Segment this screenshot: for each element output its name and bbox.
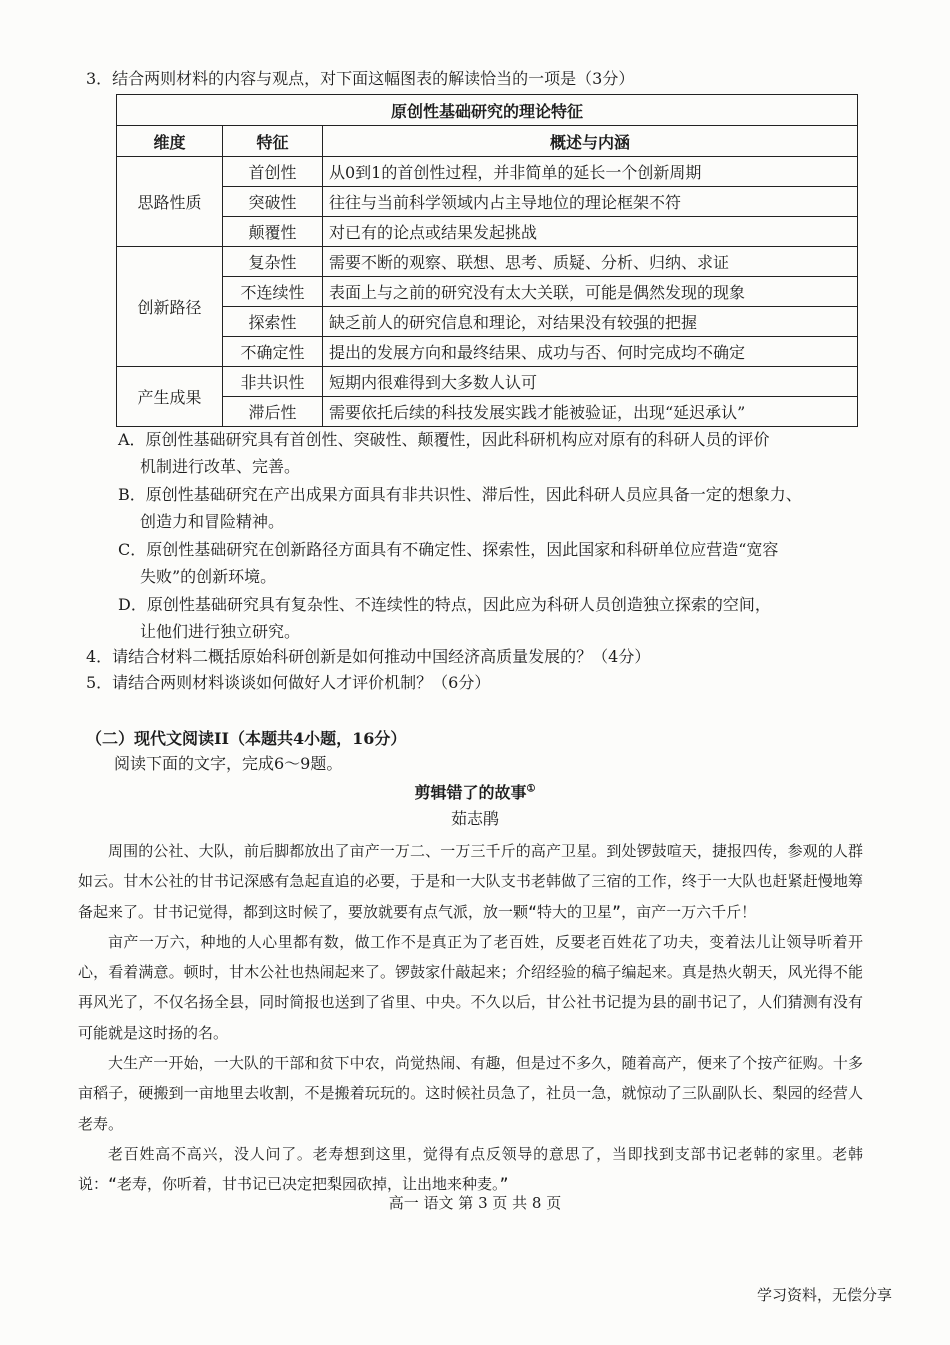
dimension-cell: 产生成果 [117, 367, 223, 427]
feature-cell: 复杂性 [223, 247, 323, 277]
header-dimension: 维度 [117, 126, 223, 157]
option-a [118, 426, 878, 480]
option-b-line2: 创造力和冒险精神。 [140, 512, 285, 531]
description-cell: 从0到1的首创性过程，并非简单的延长一个创新周期 [323, 157, 858, 187]
feature-cell: 突破性 [223, 187, 323, 217]
dimension-cell: 创新路径 [117, 247, 223, 367]
table-title: 原创性基础研究的理论特征 [117, 95, 858, 126]
table-row [117, 187, 858, 217]
description-cell: 缺乏前人的研究信息和理论，对结果没有较强的把握 [323, 307, 858, 337]
story-author: 茹志鹃 [450, 809, 499, 828]
option-c-line2: 失败”的创新环境。 [140, 567, 277, 586]
description-cell: 提出的发展方向和最终结果、成功与否、何时完成均不确定 [323, 337, 858, 367]
table-row [117, 277, 858, 307]
feature-cell: 首创性 [223, 157, 323, 187]
table-row [117, 157, 858, 187]
option-d-line2: 让他们进行独立研究。 [140, 622, 301, 641]
table-row [117, 307, 858, 337]
feature-cell: 探索性 [223, 307, 323, 337]
page-footer: 高一 语文 第 3 页 共 8 页 [388, 1194, 562, 1212]
option-d [118, 591, 878, 645]
feature-cell: 滞后性 [223, 397, 323, 427]
question-5: 5．请结合两则材料谈谈如何做好人才评价机制？（6分） [86, 673, 491, 692]
description-cell: 往往与当前科学领域内占主导地位的理论框架不符 [323, 187, 858, 217]
section-heading: （二）现代文阅读II（本题共4小题，16分） [86, 729, 407, 748]
header-description: 概述与内涵 [323, 126, 858, 157]
feature-cell: 颠覆性 [223, 217, 323, 247]
description-cell: 表面上与之前的研究没有太大关联，可能是偶然发现的现象 [323, 277, 858, 307]
story-paragraph: 周围的公社、大队，前后脚都放出了亩产一万二、一万三千斤的高产卫星。到处锣鼓喧天，捷报四传，参观的人群如云。甘木公社的甘书记深感有急起直追的必要，于是和一大队支书老韩做了三宿的工作，终于一大队也赶紧赶慢地筹备起来了。甘书记觉得，都到这时候了，要放就要有点气派，放一颗“特大的卫星”，亩产一万六千斤！ [78, 842, 863, 921]
option-d-line1: D．原创性基础研究具有复杂性、不连续性的特点，因此应为科研人员创造独立探索的空间， [118, 595, 771, 614]
option-b [118, 481, 878, 535]
table-row [117, 247, 858, 277]
table-row [117, 217, 858, 247]
story-paragraph: 亩产一万六，种地的人心里都有数，做工作不是真正为了老百姓，反要老百姓花了功夫，变着法儿让领导听着开心，看着满意。顿时，甘木公社也热闹起来了。锣鼓家什敲起来；介绍经验的稿子编起来。真是热火朝天，风光得不能再风光了，不仅名扬全县，同时简报也送到了省里、中央。不久以后，甘公社书记提为县的副书记了，人们猜测有没有可能就是这时扬的名。 [78, 932, 863, 1042]
option-a-line1: A．原创性基础研究具有首创性、突破性、颠覆性，因此科研机构应对原有的科研人员的评价 [118, 430, 770, 449]
description-cell: 短期内很难得到大多数人认可 [323, 367, 858, 397]
story-title: 剪辑错了的故事 [414, 783, 527, 802]
table-row [117, 397, 858, 427]
description-cell: 需要依托后续的科技发展实践才能被验证，出现“延迟承认” [323, 397, 858, 427]
question-4: 4．请结合材料二概括原始科研创新是如何推动中国经济高质量发展的？（4分） [86, 647, 651, 666]
story-paragraph: 大生产一开始，一大队的干部和贫下中农，尚觉热闹、有趣，但是过不多久，随着高产，便来了个按产征购。十多亩稻子，硬搬到一亩地里去收割，不是搬着玩玩的。这时候社员急了，社员一急，就惊动了三队副队长、梨园的经营人老寿。 [78, 1054, 863, 1133]
feature-cell: 不连续性 [223, 277, 323, 307]
option-c [118, 536, 878, 590]
description-cell: 对已有的论点或结果发起挑战 [323, 217, 858, 247]
header-feature: 特征 [223, 126, 323, 157]
story-body [78, 836, 863, 1200]
description-cell: 需要不断的观察、联想、思考、质疑、分析、归纳、求证 [323, 247, 858, 277]
table-row [117, 367, 858, 397]
feature-cell: 非共识性 [223, 367, 323, 397]
option-c-line1: C．原创性基础研究在创新路径方面具有不确定性、探索性，因此国家和科研单位应营造“宽容 [118, 540, 779, 559]
feature-cell: 不确定性 [223, 337, 323, 367]
instruction: 阅读下面的文字，完成6～9题。 [114, 754, 343, 773]
option-b-line1: B．原创性基础研究在产出成果方面具有非共识性、滞后性，因此科研人员应具备一定的想象力、 [118, 485, 802, 504]
story-title-wrap [0, 780, 950, 803]
footnote-mark: ① [526, 783, 536, 795]
dimension-cell: 思路性质 [117, 157, 223, 247]
table-row [117, 337, 858, 367]
option-a-line2: 机制进行改革、完善。 [140, 457, 301, 476]
question-3: 3．结合两则材料的内容与观点，对下面这幅图表的解读恰当的一项是（3分） [86, 69, 635, 88]
story-paragraph: 老百姓高不高兴，没人问了。老寿想到这里，觉得有点反领导的意思了，当即找到支部书记老韩的家里。老韩说：“老寿，你听着，甘书记已决定把梨园砍掉，让出地来种麦。” [78, 1144, 863, 1194]
feature-table [116, 94, 858, 427]
watermark-text: 学习资料，无偿分享 [756, 1286, 892, 1304]
